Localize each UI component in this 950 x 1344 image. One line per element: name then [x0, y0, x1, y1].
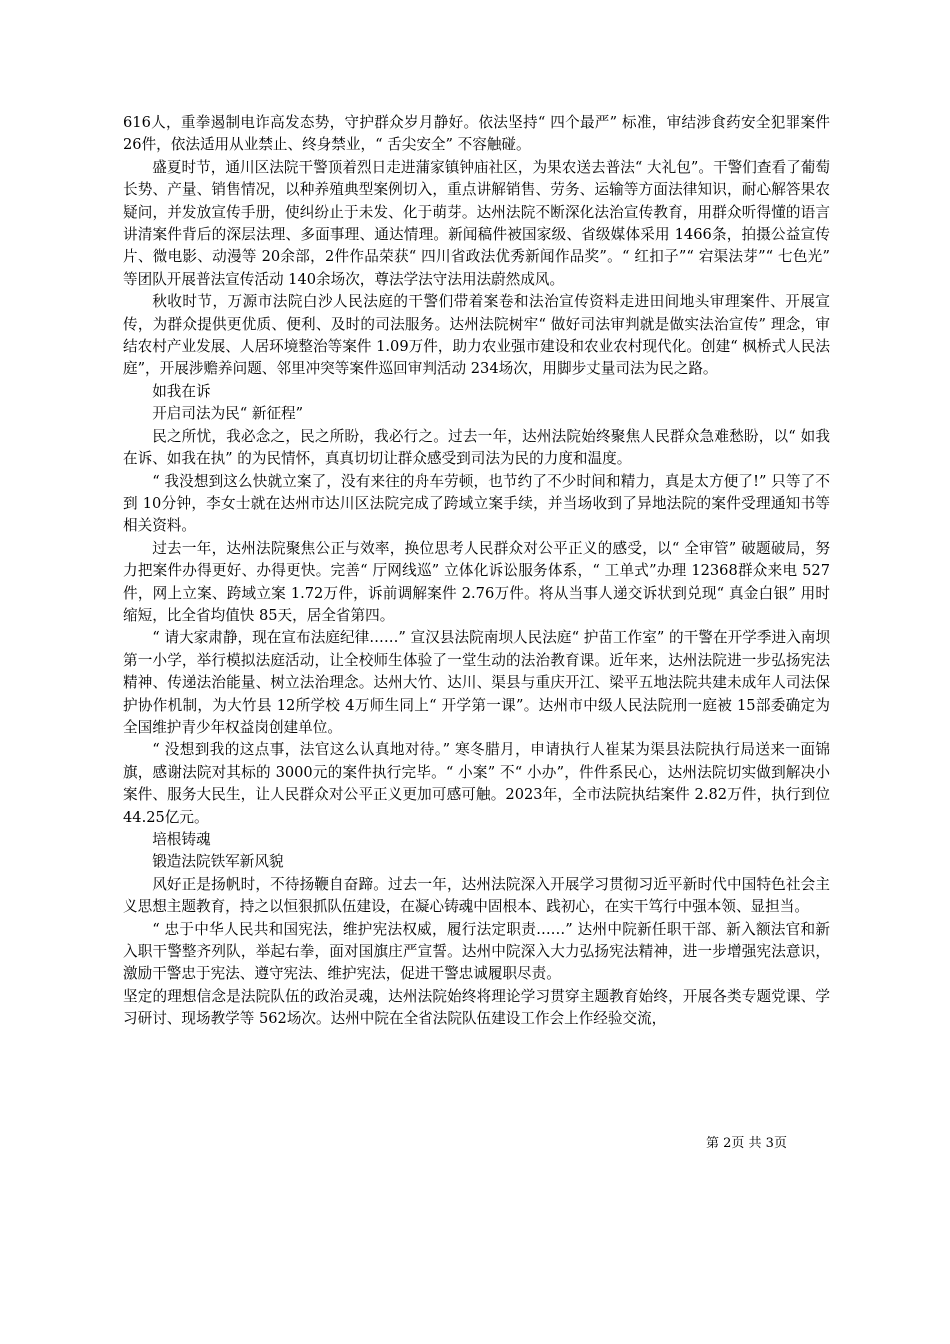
paragraph: 民之所忧，我必念之，民之所盼，我必行之。过去一年，达州法院始终聚焦人民群众急难愁盼，以“ 如我在诉、如我在执” 的为民情怀，真真切切让群众感受到司法为民的力度和温度。 — [123, 427, 830, 468]
section-heading: 培根铸魂 — [152, 831, 211, 848]
paragraph: “ 请大家肃静，现在宣布法庭纪律……” 宣汉县法院南坝人民法庭“ 护苗工作室” 的干警在开学季进入南坝第一小学，举行模拟法庭活动，让全校师生体验了一堂生动的法治教育课。近年来，达州法院进一步弘扬宪法精神、传递法治能量、树立法治理念。达州大竹、达川、渠县与重庆开江、梁平五地法院共建未成年人司法保护协作机制，为大竹县 12所学校 4万师生同上“ 开学第一课”。达州市中级人民法院刑一庭被 15部委确定为全国维护青少年权益岗创建单位。 — [123, 629, 830, 736]
paragraph: 秋收时节，万源市法院白沙人民法庭的干警们带着案卷和法治宣传资料走进田间地头审理案件、开展宣传，为群众提供更优质、便利、及时的司法服务。达州法院树牢“ 做好司法审判就是做实法治宣传” 理念，审结农村产业发展、人居环境整治等案件 1.09万件，助力农业强市建设和农业农村现代化。创建“ 枫桥式人民法庭”，开展涉赡养问题、邻里冲突等案件巡回审判活动 234场次，用脚步丈量司法为民之路。 — [123, 293, 830, 378]
section-heading: 开启司法为民“ 新征程” — [152, 405, 304, 423]
paragraph: 过去一年，达州法院聚焦公正与效率，换位思考人民群众对公平正义的感受，以“ 全审管” 破题破局，努力把案件办得更好、办得更快。完善“ 厅网线巡” 立体化诉讼服务体系，“ 工单式”办理 12368群众来电 527件，网上立案、跨域立案 1.72万件，诉前调解案件 2.76万件。将从当事人递交诉状到兑现“ 真金白银” 用时缩短，比全省均值快 85天，居全省第四。 — [123, 539, 830, 624]
paragraph: 盛夏时节，通川区法院干警顶着烈日走进蒲家镇钟庙社区，为果农送去普法“ 大礼包”。干警们查看了葡萄长势、产量、销售情况，以种养殖典型案例切入，重点讲解销售、劳务、运输等方面法律知识，耐心解答果农疑问，并发放宣传手册，使纠纷止于未发、化于萌芽。达州法院不断深化法治宣传教育，用群众听得懂的语言讲清案件背后的深层法理、多面事理、通达情理。新闻稿件被国家级、省级媒体采用 1466条，拍摄公益宣传片、微电影、动漫等 20余部，2件作品荣获“ 四川省政法优秀新闻作品奖”。“ 红扣子”“ 宕渠法芽”“ 七色光” 等团队开展普法宣传活动 140余场次，尊法学法守法用法蔚然成风。 — [123, 158, 830, 288]
section-heading: 锻造法院铁军新风貌 — [152, 853, 284, 871]
paragraph: “ 没想到我的这点事，法官这么认真地对待。” 寒冬腊月，申请执行人崔某为渠县法院执行局送来一面锦旗，感谢法院对其标的 3000元的案件执行完毕。“ 小案” 不“ 小办”，件件系民心，达州法院切实做到解决小案件、服务大民生，让人民群众对公平正义更加可感可触。2023年，全市法院执结案件 2.82万件，执行到位 44.25亿元。 — [123, 741, 830, 826]
document-body — [123, 112, 830, 1031]
paragraph: 坚定的理想信念是法院队伍的政治灵魂，达州法院始终将理论学习贯穿主题教育始终，开展各类专题党课、学习研讨、现场教学等 562场次。达州中院在全省法院队伍建设工作会上作经验交流， — [123, 987, 830, 1028]
paragraph: 616人，重拳遏制电诈高发态势，守护群众岁月静好。依法坚持“ 四个最严” 标准，审结涉食药安全犯罪案件 26件，依法适用从业禁止、终身禁业，“ 舌尖安全” 不容触碰。 — [123, 114, 830, 154]
paragraph: “ 我没想到这么快就立案了，没有来往的舟车劳顿，也节约了不少时间和精力，真是太方便了!” 只等了不到 10分钟，李女士就在达州市达川区法院完成了跨域立案手续，并当场收到了异地法院的案件受理通知书等相关资料。 — [123, 472, 830, 535]
paragraph: “ 忠于中华人民共和国宪法，维护宪法权威，履行法定职责……” 达州中院新任职干部、新入额法官和新入职干警整齐列队，举起右拳，面对国旗庄严宣誓。达州中院深入大力弘扬宪法精神，进一步增强宪法意识，激励干警忠于宪法、遵守宪法、维护宪法，促进干警忠诚履职尽责。 — [123, 920, 830, 983]
section-heading: 如我在诉 — [152, 382, 211, 400]
page-number-footer: 第 2页 共 3页 — [706, 1136, 787, 1151]
paragraph: 风好正是扬帆时，不待扬鞭自奋蹄。过去一年，达州法院深入开展学习贯彻习近平新时代中国特色社会主义思想主题教育，持之以恒狠抓队伍建设，在凝心铸魂中固根本、践初心，在实干笃行中强本领、显担当。 — [123, 875, 830, 916]
